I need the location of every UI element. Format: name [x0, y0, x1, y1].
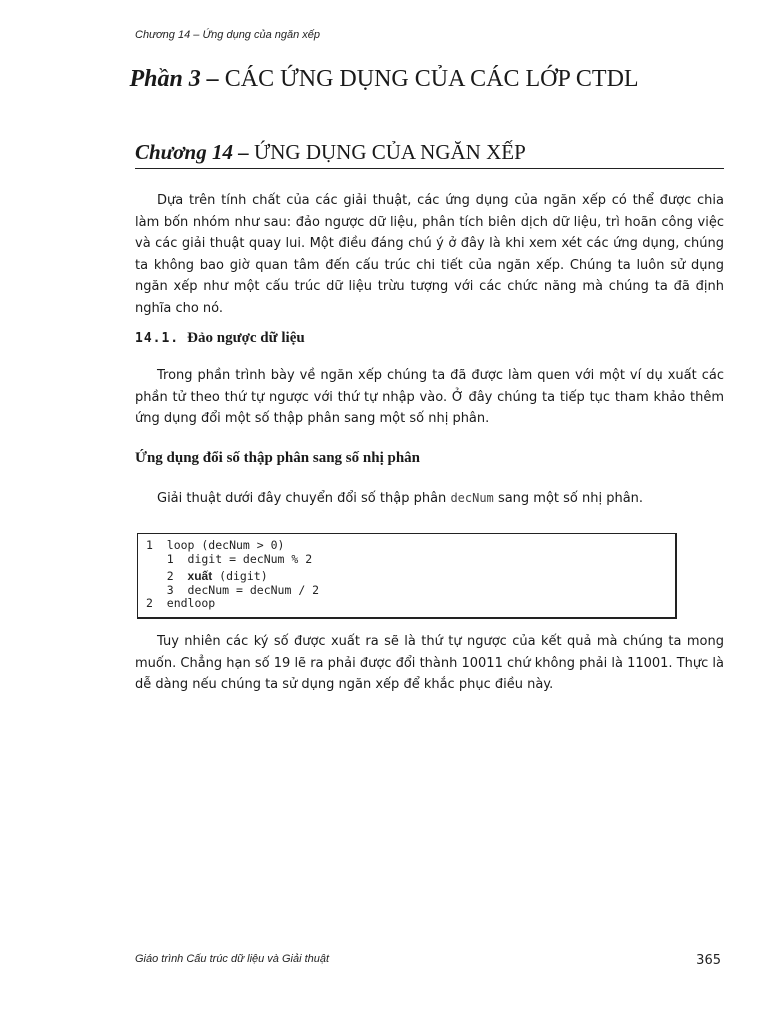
intro-paragraph: Dựa trên tính chất của các giải thuật, các ứng dụng của ngăn xếp có thể được chia làm bốn nhóm như sau: đảo ngược dữ liệu, phân tích biên dịch dữ liệu, trì hoãn công việc và các giải thuật quay lui. Một điều đáng chú ý ở đây là khi xem xét các ứng dụng, chúng ta không bao giờ quan tâm đến cấu trúc chi tiết của ngăn xếp. Chúng ta luôn sử dụng ngăn xếp như một cấu trúc dữ liệu trừu tượng với các chức năng mà chúng ta đã định nghĩa cho nó. — [135, 193, 724, 316]
code-line-5: 2 endloop — [146, 596, 216, 610]
algorithm-intro-tail: sang một số nhị phân. — [497, 491, 644, 506]
chapter-title — [135, 140, 724, 169]
code-line-4: 3 decNum = decNum / 2 — [146, 582, 320, 597]
code-block — [137, 533, 677, 619]
subsection-heading: Ứng dụng đổi số thập phân sang số nhị phân — [135, 450, 421, 466]
code-line-3 — [146, 570, 667, 584]
footer-book-title: Giáo trình Cấu trúc dữ liệu và Giải thuật — [135, 953, 330, 965]
section-paragraph: Trong phần trình bày về ngăn xếp chúng ta đã được làm quen với một ví dụ xuất các phần tử theo thứ tự ngược với thứ tự nhập vào. Ở đây chúng ta tiếp tục tham khảo thêm ứng dụng đổi một số thập phân sang một số nhị phân. — [135, 368, 724, 426]
code-line-2: 1 digit = decNum % 2 — [146, 551, 313, 566]
code-line-3-suffix: (digit) — [212, 569, 268, 583]
running-head: Chương 14 – Ứng dụng của ngăn xếp — [135, 29, 321, 41]
code-line-1: 1 loop (decNum > 0) — [146, 538, 285, 552]
section-heading — [135, 330, 305, 347]
chapter-title-text: ỨNG DỤNG CỦA NGĂN XẾP — [253, 140, 526, 164]
part-title — [0, 66, 768, 93]
code-keyword: xuất — [187, 569, 213, 583]
conclusion-paragraph: Tuy nhiên các ký số được xuất ra sẽ là thứ tự ngược của kết quả mà chúng ta mong muốn. Chẳng hạn số 19 lẽ ra phải được đổi thành 10011 chứ không phải là 11001. Thực là dễ dàng nếu chúng ta sử dụng ngăn xếp để khắc phục điều này. — [135, 634, 724, 692]
code-line-3-prefix: 2 — [146, 569, 188, 583]
part-title-lead: Phần 3 – — [129, 66, 219, 92]
inline-code-term: decNum — [450, 491, 494, 505]
section-number: 14.1. — [135, 331, 180, 346]
algorithm-intro-lead: Giải thuật dưới đây chuyển đổi số thập phân — [157, 491, 447, 506]
chapter-title-lead: Chương 14 – — [135, 140, 249, 164]
page-number: 365 — [696, 953, 721, 968]
part-title-text: CÁC ỨNG DỤNG CỦA CÁC LỚP CTDL — [224, 66, 639, 92]
algorithm-intro-paragraph — [135, 488, 724, 510]
section-title: Đảo ngược dữ liệu — [187, 330, 305, 346]
